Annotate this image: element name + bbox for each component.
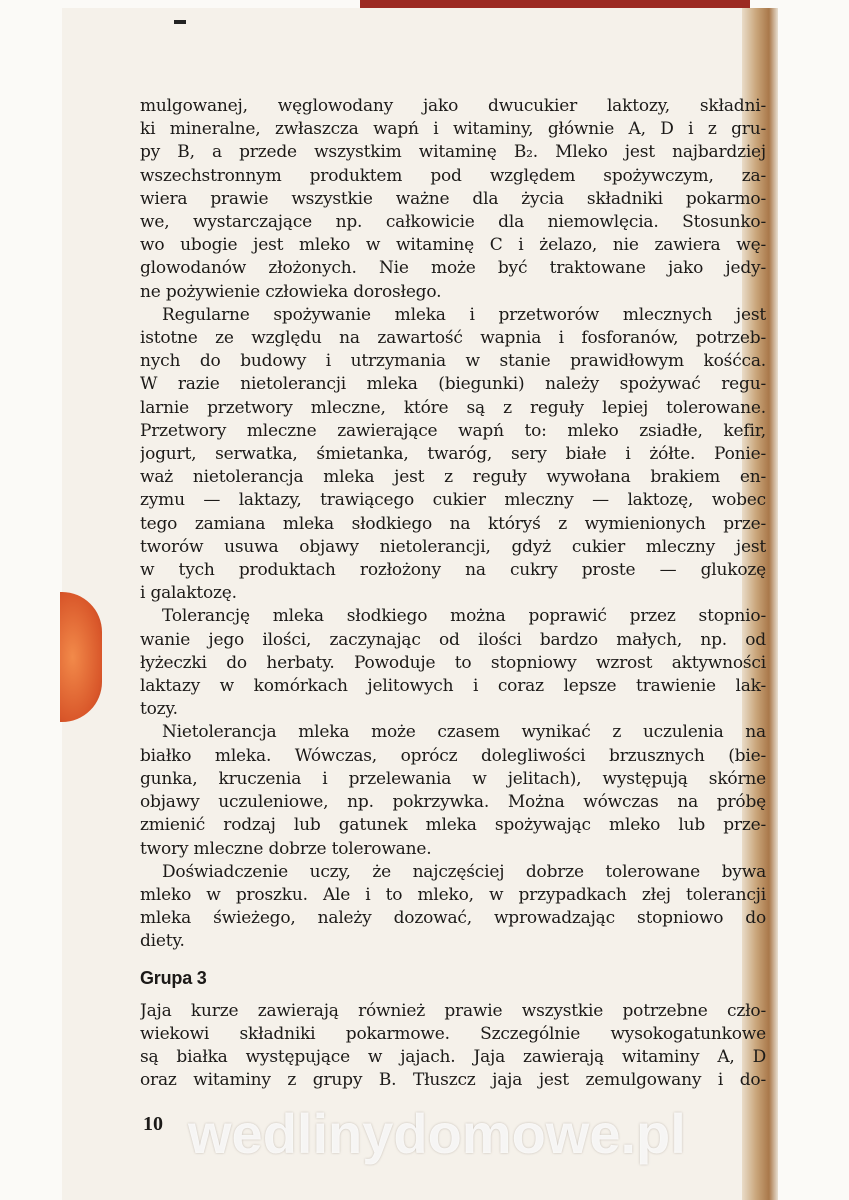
section-heading: Grupa 3: [140, 967, 207, 988]
page-number: 10: [143, 1113, 163, 1135]
text-line: py B, a przede wszystkim witaminę B₂. Mleko jest najbardziej: [140, 142, 766, 163]
text-line: waż nietolerancja mleka jest z reguły wywołana brakiem en-: [140, 467, 766, 488]
page-body-text: [140, 95, 766, 1093]
text-line: tworów usuwa objawy nietolerancji, gdyż cukier mleczny jest: [140, 536, 766, 557]
text-line: zymu — laktazy, trawiącego cukier mleczny — laktozę, wobec: [140, 490, 766, 511]
text-line: mulgowanej, węglowodany jako dwucukier laktozy, składni-: [140, 96, 766, 116]
text-line: łyżeczki do herbaty. Powoduje to stopniowy wzrost aktywności: [140, 652, 766, 673]
text-line: tego zamiana mleka słodkiego na któryś z wymienionych prze-: [140, 513, 766, 534]
text-line: istotne ze względu na zawartość wapnia i fosforanów, potrzeb-: [140, 328, 766, 349]
text-line: mleka świeżego, należy dozować, wprowadzając stopniowo do: [140, 908, 766, 929]
text-line: ne pożywienie człowieka dorosłego.: [140, 281, 442, 302]
paragraph: [140, 605, 766, 721]
text-line: Regularne spożywanie mleka i przetworów mlecznych jest: [162, 304, 766, 325]
text-line: zmienić rodzaj lub gatunek mleka spożywając mleko lub prze-: [140, 815, 766, 836]
text-line: mleko w proszku. Ale i to mleko, w przypadkach złej tolerancji: [140, 884, 766, 905]
text-line: wo ubogie jest mleko w witaminę C i żelazo, nie zawiera wę-: [140, 235, 766, 256]
text-line: objawy uczuleniowe, np. pokrzywka. Można wówczas na próbę: [140, 792, 766, 813]
text-line: wiera prawie wszystkie ważne dla życia składniki pokarmo-: [140, 188, 766, 209]
text-line: w tych produktach rozłożony na cukry proste — glukozę: [140, 560, 766, 581]
text-line: i galaktozę.: [140, 583, 237, 604]
text-line: wiekowi składniki pokarmowe. Szczególnie wysokogatunkowe: [140, 1023, 766, 1044]
finger-holding-book: [60, 592, 102, 722]
text-line: wanie jego ilości, zaczynając od ilości bardzo małych, np. od: [140, 629, 766, 650]
text-line: oraz witaminy z grupy B. Tłuszcz jaja jest zemulgowany i do-: [140, 1070, 766, 1091]
paragraph: [140, 861, 766, 954]
text-line: laktazy w komórkach jelitowych i coraz lepsze trawienie lak-: [140, 676, 766, 697]
paragraph: [140, 95, 766, 304]
print-mark: [174, 20, 186, 24]
text-line: nych do budowy i utrzymania w stanie prawidłowym kośćca.: [140, 351, 766, 372]
text-line: tozy.: [140, 699, 178, 720]
text-line: Jaja kurze zawierają również prawie wszystkie potrzebne czło-: [140, 1000, 766, 1021]
paragraph: [140, 721, 766, 860]
text-line: Tolerancję mleka słodkiego można poprawić przez stopnio-: [162, 606, 766, 627]
paragraph: [140, 304, 766, 606]
text-line: Przetwory mleczne zawierające wapń to: mleko zsiadłe, kefir,: [140, 420, 766, 441]
text-line: białko mleka. Wówczas, oprócz dolegliwości brzusznych (bie-: [140, 745, 766, 766]
text-line: W razie nietolerancji mleka (biegunki) należy spożywać regu-: [140, 374, 766, 395]
text-line: larnie przetwory mleczne, które są z reguły lepiej tolerowane.: [140, 397, 766, 418]
text-line: gunka, kruczenia i przelewania w jelitach), występują skórne: [140, 768, 766, 789]
text-line: wszechstronnym produktem pod względem spożywczym, za-: [140, 165, 766, 186]
text-line: we, wystarczające np. całkowicie dla niemowlęcia. Stosunko-: [140, 212, 766, 233]
paragraph: [140, 1000, 766, 1093]
text-line: twory mleczne dobrze tolerowane.: [140, 838, 432, 859]
text-line: Nietolerancja mleka może czasem wynikać z uczulenia na: [162, 722, 766, 743]
text-line: diety.: [140, 931, 185, 952]
watermark: wedlinydomowe.pl: [188, 1102, 686, 1165]
text-line: glowodanów złożonych. Nie może być traktowane jako jedy-: [140, 258, 766, 279]
text-line: ki mineralne, zwłaszcza wapń i witaminy, głównie A, D i z gru-: [140, 119, 766, 140]
text-line: Doświadczenie uczy, że najczęściej dobrze tolerowane bywa: [162, 861, 766, 882]
text-line: są białka występujące w jajach. Jaja zawierają witaminy A, D: [140, 1047, 766, 1068]
text-line: jogurt, serwatka, śmietanka, twaróg, sery białe i żółte. Ponie-: [140, 444, 766, 465]
book-cover-edge: [360, 0, 750, 8]
